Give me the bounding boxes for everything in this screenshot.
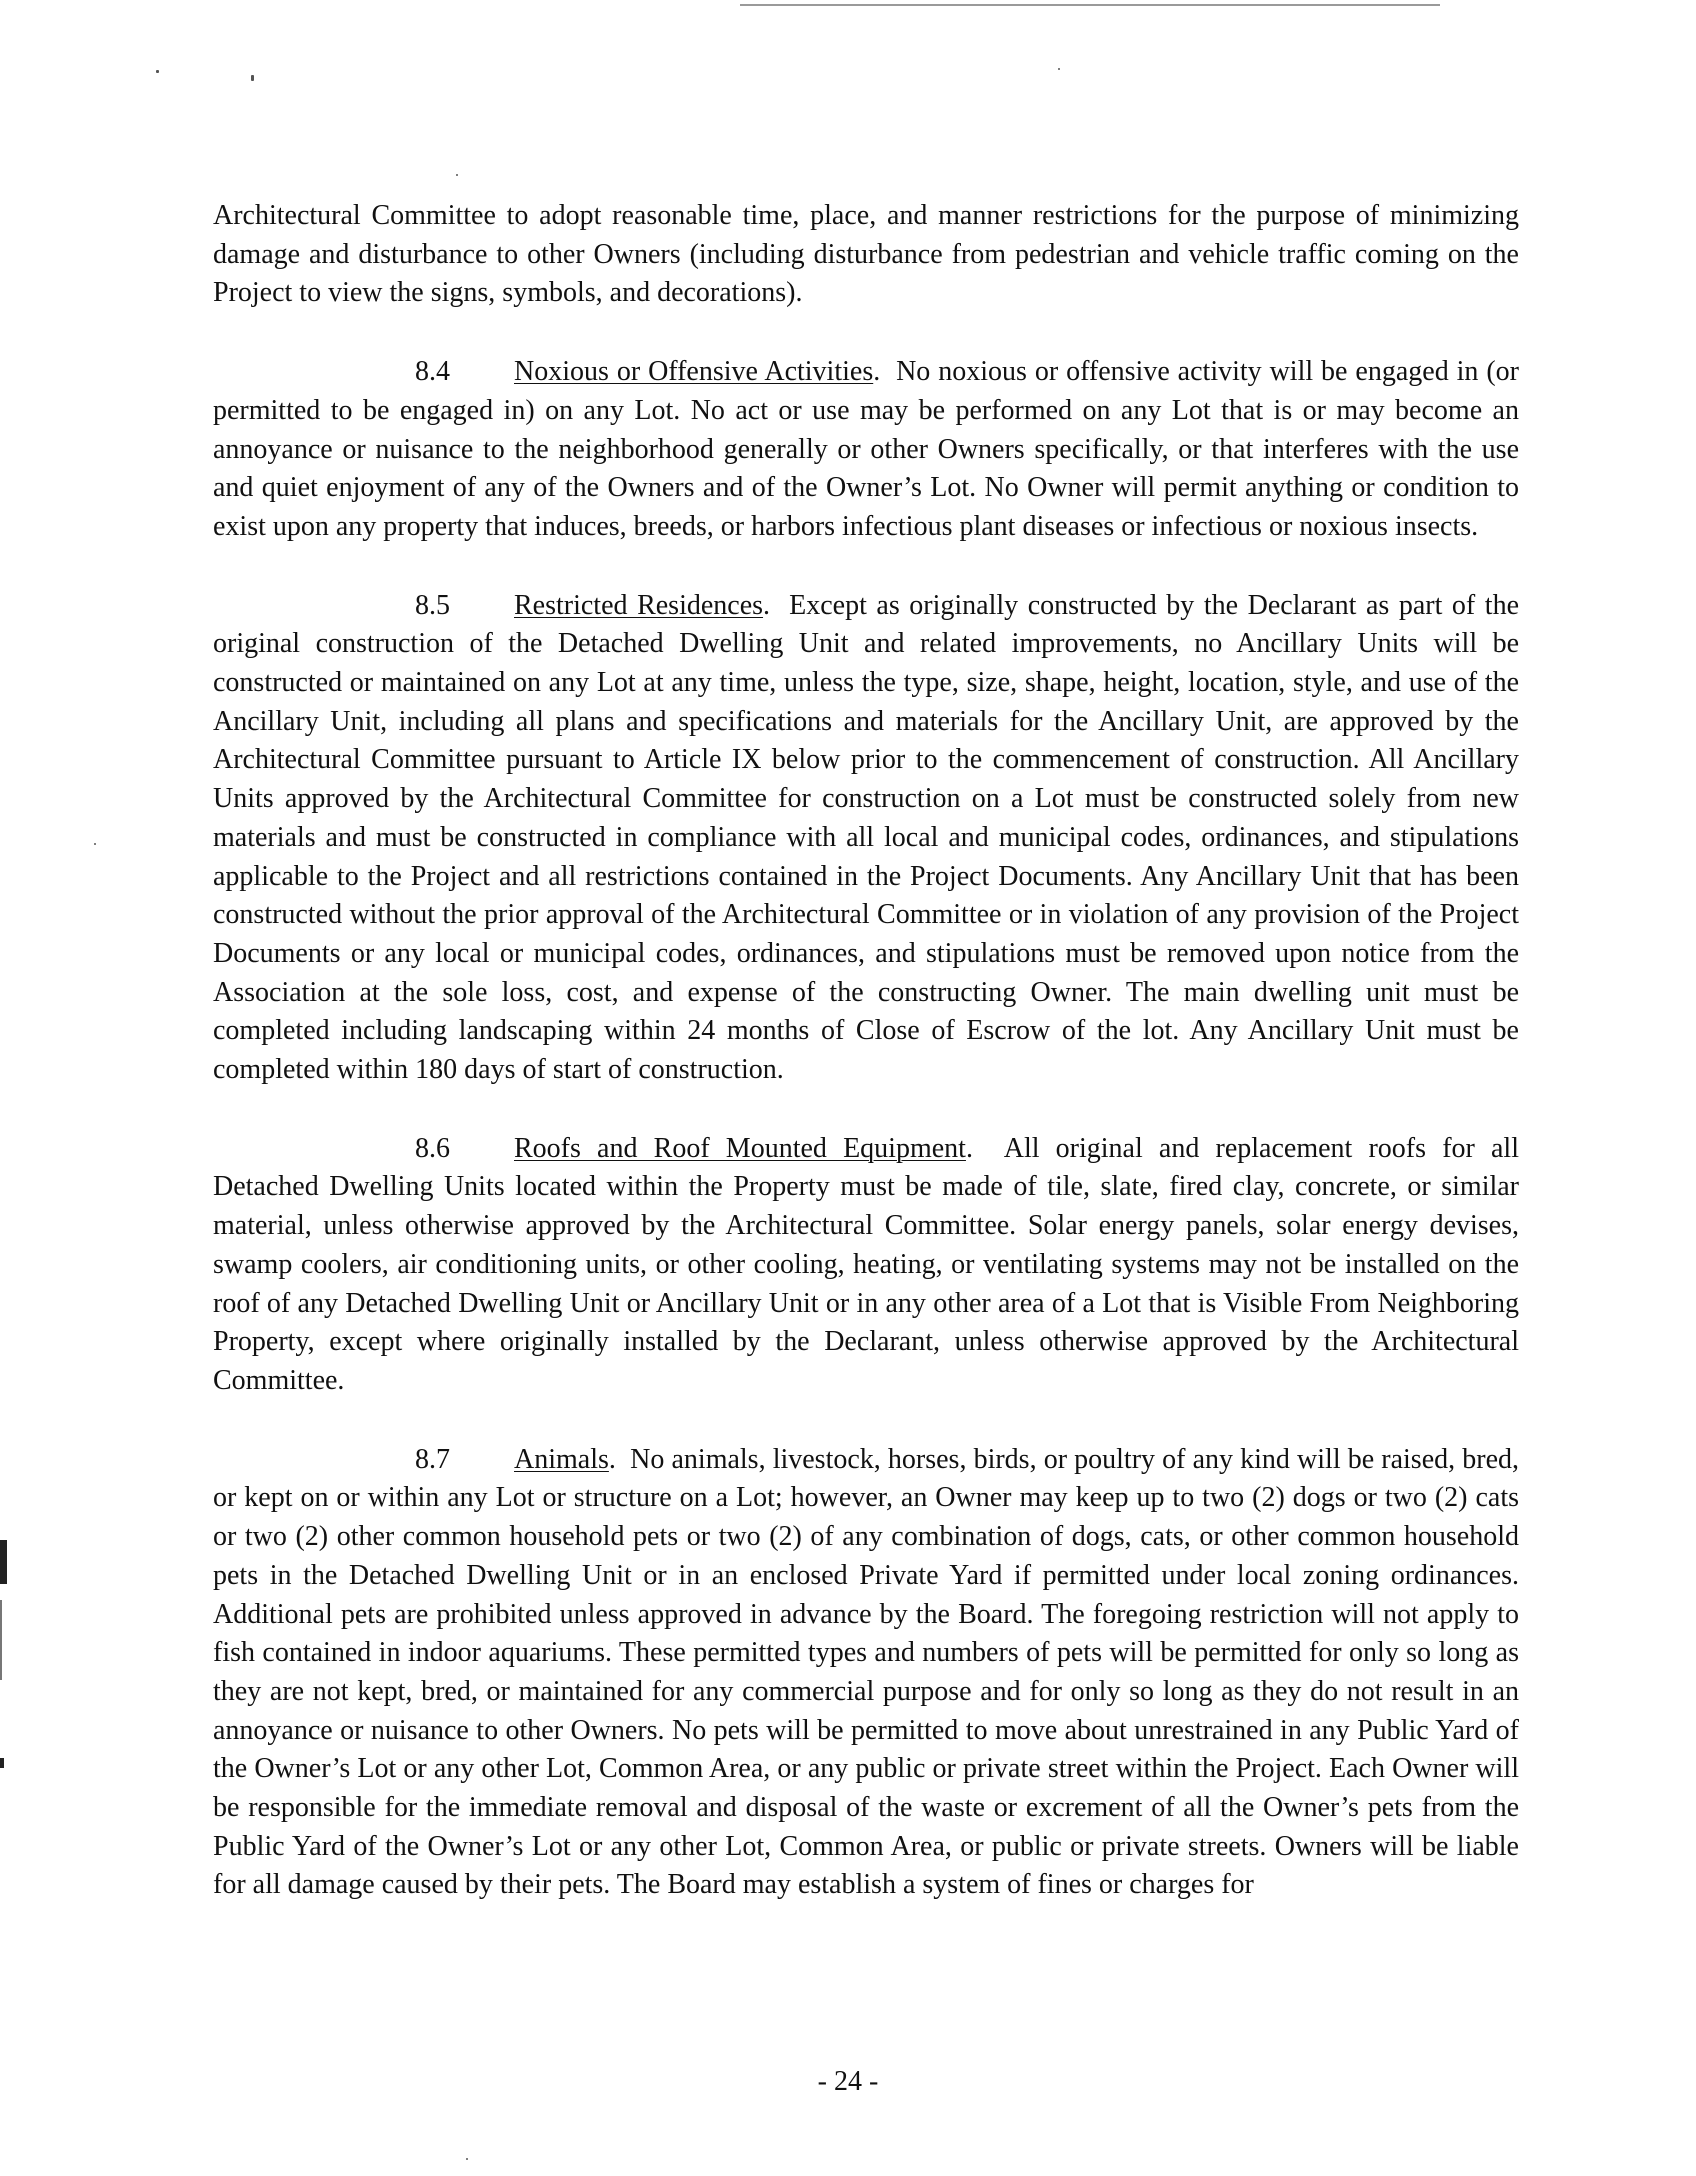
scan-speck [466, 2158, 468, 2160]
scan-edge-mark [0, 1540, 7, 1584]
section-text: No noxious or offensive activity will be engaged in (or permitted to be engaged in) on any Lot. No act or use may be performed on any Lot that is or may become an annoyance or nuisance to the neighborhood generally or other Owners specifically, or that interferes with the use and quiet enjoyment of any of the Owners and of the Owner’s Lot. No Owner will permit anything or condition to exist upon any property that induces, breeds, or harbors infectious plant diseases or infectious or noxious insects. [213, 356, 1519, 542]
section-text: No animals, livestock, horses, birds, or poultry of any kind will be raised, bred, or kept on or within any Lot or structure on a Lot; however, an Owner may keep up to two (2) dogs or two (2) cats or two (2) other common household pets or two (2) of any combination of dogs, cats, or other common household pets in the Detached Dwelling Unit or in an enclosed Private Yard if permitted under local zoning ordinances. Additional pets are prohibited unless approved in advance by the Board. The foregoing restriction will not apply to fish contained in indoor aquariums. These permitted types and numbers of pets will be permitted for only so long as they are not kept, bred, or maintained for any commercial purpose and for only so long as they do not result in an annoyance or nuisance to other Owners. No pets will be permitted to move about unrestrained in any Public Yard of the Owner’s Lot or any other Lot, Common Area, or any public or private street within the Project. Each Owner will be responsible for the immediate removal and disposal of the waste or excrement of all the Owner’s pets from the Public Yard of the Owner’s Lot or any other Lot, Common Area, or public or private streets. Owners will be liable for all damage caused by their pets. The Board may establish a system of fines or charges for [213, 1443, 1520, 1901]
section-8-5: 8.5 Restricted Residences. Except as originally constructed by the Declarant as part of the original construction of the Detached Dwelling Unit and related improvements, no Ancillary Units will be constructed or maintained on any Lot at any time, unless the type, size, shape, height, location, style, and use of the Ancillary Unit, including all plans and specifications and materials for the Ancillary Unit, are approved by the Architectural Committee pursuant to Article IX below prior to the commencement of construction. All Ancillary Units approved by the Architectural Committee for construction on a Lot must be constructed solely from new materials and must be constructed in compliance with all local and municipal codes, ordinances, and stipulations applicable to the Project and all restrictions contained in the Project Documents. Any Ancillary Unit that has been constructed without the prior approval of the Architectural Committee or in violation of any provision of the Project Documents or any local or municipal codes, ordinances, and stipulations must be removed upon notice from the Association at the sole loss, cost, and expense of the constructing Owner. The main dwelling unit must be completed including landscaping within 24 months of Close of Escrow of the lot. Any Ancillary Unit must be completed within 180 days of start of construction. [213, 587, 1519, 1090]
document-body [213, 197, 1519, 1905]
section-number: 8.6 [415, 1132, 450, 1164]
scan-speck [1058, 68, 1060, 70]
scan-speck [94, 843, 96, 845]
scan-edge-mark [0, 1600, 2, 1680]
section-text: All original and replacement roofs for all Detached Dwelling Units located within the Property must be made of tile, slate, fired clay, concrete, or similar material, unless otherwise approved by the Architectural Committee. Solar energy panels, solar energy devises, swamp coolers, air conditioning units, or other cooling, heating, or ventilating systems may not be installed on the roof of any Detached Dwelling Unit or Ancillary Unit or in any other area of a Lot that is Visible From Neighboring Property, except where originally installed by the Declarant, unless otherwise approved by the Architectural Committee. [213, 1132, 1519, 1396]
scan-speck [251, 75, 254, 81]
section-8-7: 8.7 Animals. No animals, livestock, horses, birds, or poultry of any kind will be raised, bred, or kept on or within any Lot or structure on a Lot; however, an Owner may keep up to two (2) dogs or two (2) cats or two (2) other common household pets or two (2) of any combination of dogs, cats, or other common household pets in the Detached Dwelling Unit or in an enclosed Private Yard if permitted under local zoning ordinances. Additional pets are prohibited unless approved in advance by the Board. The foregoing restriction will not apply to fish contained in indoor aquariums. These permitted types and numbers of pets will be permitted for only so long as they are not kept, bred, or maintained for any commercial purpose and for only so long as they do not result in an annoyance or nuisance to other Owners. No pets will be permitted to move about unrestrained in any Public Yard of the Owner’s Lot or any other Lot, Common Area, or any public or private street within the Project. Each Owner will be responsible for the immediate removal and disposal of the waste or excrement of all the Owner’s pets from the Public Yard of the Owner’s Lot or any other Lot, Common Area, or public or private streets. Owners will be liable for all damage caused by their pets. The Board may establish a system of fines or charges for [213, 1441, 1519, 1905]
continuation-paragraph: Architectural Committee to adopt reasonable time, place, and manner restrictions for the purpose of minimizing damage and disturbance to other Owners (including disturbance from pedestrian and vehicle traffic coming on the Project to view the signs, symbols, and decorations). [213, 200, 1519, 309]
section-heading: Animals [514, 1443, 609, 1475]
section-heading: Noxious or Offensive Activities [514, 356, 874, 388]
section-number: 8.4 [415, 356, 450, 388]
section-8-4: 8.4 Noxious or Offensive Activities. No noxious or offensive activity will be engaged in (or permitted to be engaged in) on any Lot. No act or use may be performed on any Lot that is or may become an annoyance or nuisance to the neighborhood generally or other Owners specifically, or that interferes with the use and quiet enjoyment of any of the Owners and of the Owner’s Lot. No Owner will permit anything or condition to exist upon any property that induces, breeds, or harbors infectious plant diseases or infectious or noxious insects. [213, 353, 1519, 547]
scan-artifact-top-line [740, 4, 1440, 6]
scan-edge-mark [0, 1758, 4, 1768]
section-heading: Roofs and Roof Mounted Equipment [514, 1132, 966, 1164]
scan-speck [456, 174, 458, 176]
scan-speck [156, 70, 159, 73]
section-heading: Restricted Residences [514, 589, 764, 621]
section-number: 8.7 [415, 1443, 450, 1475]
section-text: Except as originally constructed by the Declarant as part of the original construction of the Detached Dwelling Unit and related improvements, no Ancillary Units will be constructed or maintained on any Lot at any time, unless the type, size, shape, height, location, style, and use of the Ancillary Unit, including all plans and specifications and materials for the Ancillary Unit, are approved by the Architectural Committee pursuant to Article IX below prior to the commencement of construction. All Ancillary Units approved by the Architectural Committee for construction on a Lot must be constructed solely from new materials and must be constructed in compliance with all local and municipal codes, ordinances, and stipulations applicable to the Project and all restrictions contained in the Project Documents. Any Ancillary Unit that has been constructed without the prior approval of the Architectural Committee or in violation of any provision of the Project Documents or any local or municipal codes, ordinances, and stipulations must be removed upon notice from the Association at the sole loss, cost, and expense of the constructing Owner. The main dwelling unit must be completed including landscaping within 24 months of Close of Escrow of the lot. Any Ancillary Unit must be completed within 180 days of start of construction. [213, 589, 1519, 1086]
page-number: - 24 - [817, 2066, 879, 2097]
section-number: 8.5 [415, 589, 450, 621]
section-8-6: 8.6 Roofs and Roof Mounted Equipment. All original and replacement roofs for all Detached Dwelling Units located within the Property must be made of tile, slate, fired clay, concrete, or similar material, unless otherwise approved by the Architectural Committee. Solar energy panels, solar energy devises, swamp coolers, air conditioning units, or other cooling, heating, or ventilating systems may not be installed on the roof of any Detached Dwelling Unit or Ancillary Unit or in any other area of a Lot that is Visible From Neighboring Property, except where originally installed by the Declarant, unless otherwise approved by the Architectural Committee. [213, 1130, 1519, 1401]
